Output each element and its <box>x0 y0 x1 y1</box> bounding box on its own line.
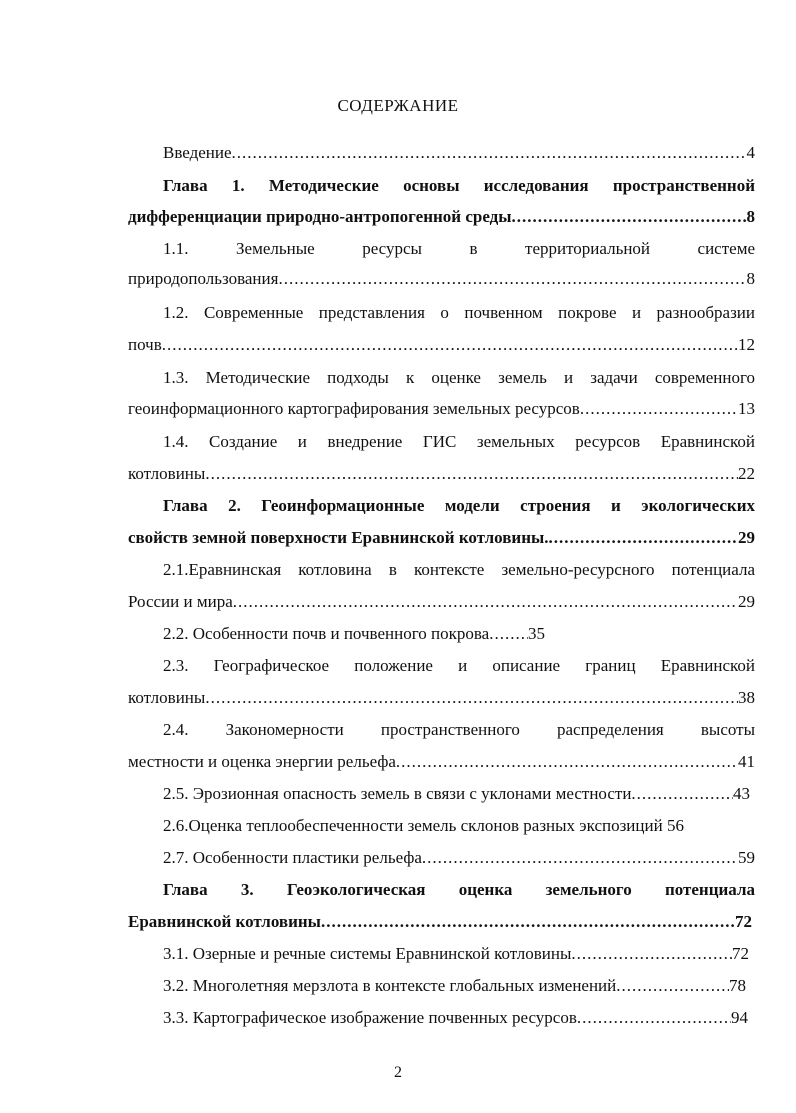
dot-leader <box>512 205 747 229</box>
toc-text: котловины <box>128 464 206 483</box>
toc-section-3-1 <box>163 942 749 966</box>
dot-leader <box>577 1006 731 1030</box>
toc-page: 59 <box>738 848 755 867</box>
toc-section-1-1-line1: 1.1. Земельные ресурсы в территориальной системе <box>163 239 755 258</box>
toc-text: почв <box>128 335 162 354</box>
toc-section-2-4-line1: 2.4. Закономерности пространственного распределения высоты <box>163 720 755 739</box>
toc-section-2-4-line2 <box>128 750 755 774</box>
dot-leader <box>571 942 732 966</box>
toc-section-1-4-line2 <box>128 462 755 486</box>
toc-section-2-5 <box>163 782 750 806</box>
toc-page: 4 <box>746 143 755 162</box>
toc-page: 8 <box>746 269 755 288</box>
page-number: 2 <box>394 1064 402 1081</box>
toc-section-2-3-line1: 2.3. Географическое положение и описание границ Еравнинской <box>163 656 755 675</box>
dot-leader <box>396 750 738 774</box>
toc-page: 38 <box>738 688 755 707</box>
toc-section-2-7 <box>163 846 755 870</box>
toc-section-2-6: 2.6.Оценка теплообеспеченности земель склонов разных экспозиций 56 <box>163 816 684 835</box>
toc-section-2-3-line2 <box>128 686 755 710</box>
toc-page: 22 <box>738 464 755 483</box>
toc-text: природопользования <box>128 269 279 288</box>
toc-entry-intro <box>163 141 755 165</box>
toc-chapter-1-line2 <box>128 205 755 229</box>
toc-chapter-1-line1: Глава 1. Методические основы исследования пространственной <box>163 176 755 195</box>
toc-text: России и мира <box>128 592 233 611</box>
toc-section-1-3-line2 <box>128 397 755 421</box>
dot-leader <box>549 526 738 550</box>
toc-page: 29 <box>738 592 755 611</box>
dot-leader <box>422 846 738 870</box>
dot-leader <box>162 333 738 357</box>
toc-text: 3.2. Многолетняя мерзлота в контексте глобальных изменений <box>163 976 617 995</box>
toc-section-1-4-line1: 1.4. Создание и внедрение ГИС земельных ресурсов Еравнинской <box>163 432 755 451</box>
toc-page: 41 <box>738 752 755 771</box>
toc-section-2-1-line1: 2.1.Еравнинская котловина в контексте земельно-ресурсного потенциала <box>163 560 755 579</box>
dot-leader <box>205 462 738 486</box>
toc-text: котловины <box>128 688 206 707</box>
toc-text: свойств земной поверхности Еравнинской котловины. <box>128 528 549 547</box>
toc-chapter-2-line1: Глава 2. Геоинформационные модели строения и экологических <box>163 496 755 515</box>
toc-section-3-2 <box>163 974 746 998</box>
toc-page: 13 <box>738 399 755 418</box>
toc-text: 3.1. Озерные и речные системы Еравнинской котловины <box>163 944 572 963</box>
page-title: СОДЕРЖАНИЕ <box>337 96 459 115</box>
dot-leader <box>580 397 738 421</box>
toc-section-1-2-line2 <box>128 333 755 357</box>
toc-text: 2.5. Эрозионная опасность земель в связи с уклонами местности <box>163 784 632 803</box>
dot-leader <box>233 590 738 614</box>
dot-leader <box>278 267 746 291</box>
toc-section-1-3-line1: 1.3. Методические подходы к оценке земель и задачи современного <box>163 368 755 387</box>
dot-leader <box>631 782 733 806</box>
toc-page: 94 <box>731 1008 748 1027</box>
dot-leader <box>616 974 729 998</box>
toc-section-2-2 <box>163 622 545 646</box>
toc-text: 2.7. Особенности пластики рельефа <box>163 848 422 867</box>
dot-leader <box>321 910 735 934</box>
toc-text: 3.3. Картографическое изображение почвенных ресурсов <box>163 1008 577 1027</box>
toc-page: 12 <box>738 335 755 354</box>
toc-page: 35 <box>528 624 545 643</box>
toc-section-3-3 <box>163 1006 748 1030</box>
toc-text: Введение <box>163 143 232 162</box>
toc-chapter-3-line1: Глава 3. Геоэкологическая оценка земельного потенциала <box>163 880 755 899</box>
dot-leader <box>232 141 747 165</box>
toc-section-1-2-line1: 1.2. Современные представления о почвенном покрове и разнообразии <box>163 303 755 322</box>
dot-leader <box>489 622 528 646</box>
toc-text: местности и оценка энергии рельефа <box>128 752 396 771</box>
dot-leader <box>205 686 738 710</box>
toc-chapter-2-line2 <box>128 526 755 550</box>
toc-text: дифференциации природно-антропогенной среды <box>128 207 512 226</box>
toc-page: 72 <box>735 912 752 931</box>
toc-text: 2.2. Особенности почв и почвенного покрова <box>163 624 490 643</box>
toc-text: геоинформационного картографирования земельных ресурсов <box>128 399 580 418</box>
toc-page: 43 <box>733 784 750 803</box>
toc-page: 29 <box>738 528 755 547</box>
toc-page: 78 <box>729 976 746 995</box>
toc-section-2-1-line2 <box>128 590 755 614</box>
toc-text: Еравнинской котловины <box>128 912 321 931</box>
toc-page: 8 <box>746 207 755 226</box>
toc-chapter-3-line2 <box>128 910 752 934</box>
toc-page: 72 <box>732 944 749 963</box>
toc-section-1-1-line2 <box>128 267 755 291</box>
